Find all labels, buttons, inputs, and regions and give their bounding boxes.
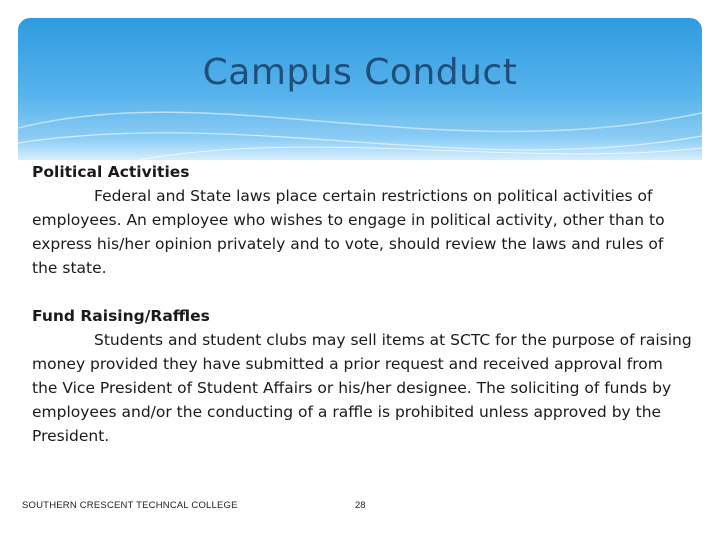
section-political-activities [32, 160, 692, 280]
slide-title: Campus Conduct [202, 52, 518, 93]
slide-content [32, 160, 692, 448]
section-fund-raising [32, 304, 692, 448]
section-body: Federal and State laws place certain restrictions on political activities of employees. An employee who wishes to engage in political activity, other than to express his/her opinion privately and to vote, should review the laws and rules of the state. [32, 187, 665, 277]
footer-page-number: 28 [355, 500, 366, 511]
section-heading: Political Activities [32, 163, 190, 181]
footer-organization: SOUTHERN CRESCENT TECHNCAL COLLEGE [22, 500, 238, 511]
section-body: Students and student clubs may sell items at SCTC for the purpose of raising money provided they have submitted a prior request and received approval from the Vice President of Student Affairs or his/her designee. The soliciting of funds by employees and/or the conducting of a raffle is prohibited unless approved by the President. [32, 331, 692, 445]
section-heading: Fund Raising/Raffles [32, 307, 210, 325]
